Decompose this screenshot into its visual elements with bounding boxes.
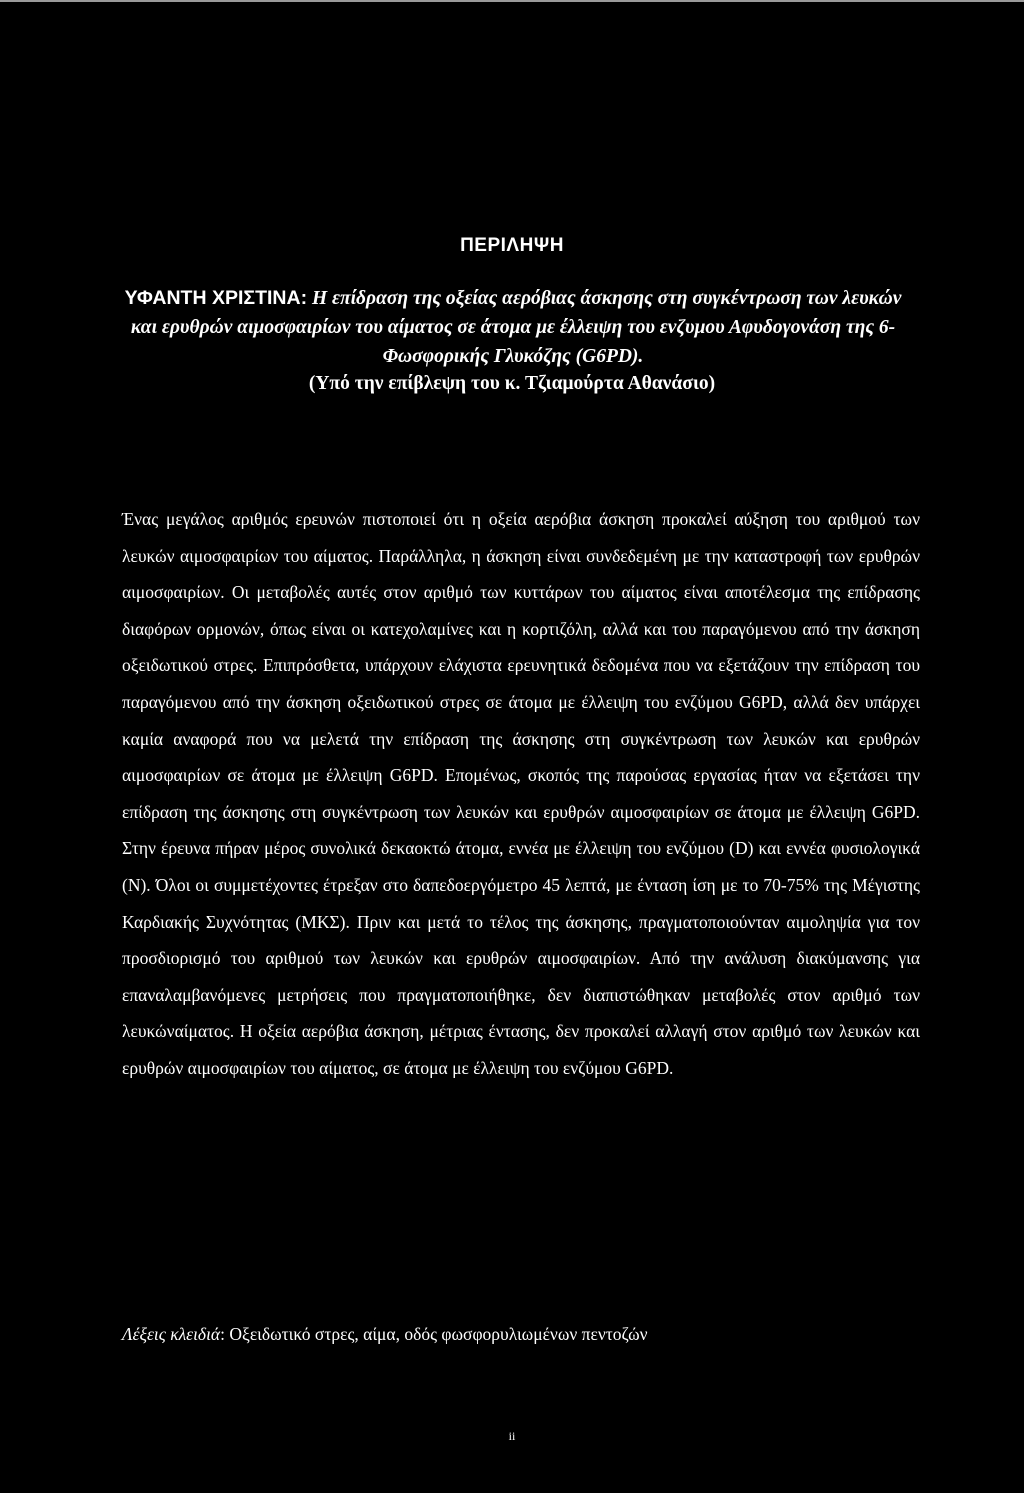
supervision-line: (Υπό την επίβλεψη του κ. Τζιαμούρτα Αθανάσιο) [308,373,716,394]
abstract-heading: ΠΕΡΙΛΗΨΗ [460,235,564,256]
keywords-label: Λέξεις κλειδιά [122,1324,221,1344]
author-name: ΥΦΑΝΤΗ ΧΡΙΣΤΙΝΑ: [124,287,308,309]
thesis-title: Η επίδραση της οξείας αερόβιας άσκησης στη συγκέντρωση των λευκών και ερυθρών αιμοσφαιρίων του αίματος σε άτομα με έλλειψη του ενζυμου Αφυδογονάση της 6-Φωσφορικής Γλυκόζης (G6PD). [130,288,902,367]
abstract-paragraph: Ένας μεγάλος αριθμός ερευνών πιστοποιεί ότι η οξεία αερόβια άσκηση προκαλεί αύξηση του αριθμού των λευκών αιμοσφαιρίων του αίματος. Παράλληλα, η άσκηση είναι συνδεδεμένη με την καταστροφή των ερυθρών αιμοσφαιρίων. Οι μεταβολές αυτές στον αριθμό των κυττάρων του αίματος είναι αποτέλεσμα της επίδρασης διαφόρων ορμονών, όπως είναι οι κατεχολαμίνες και η κορτιζόλη, αλλά και του παραγόμενου από την άσκηση οξειδωτικού στρες. Επιπρόσθετα, υπάρχουν ελάχιστα ερευνητικά δεδομένα που να εξετάζουν την επίδραση του παραγόμενου από την άσκηση οξειδωτικού στρες σε άτομα με έλλειψη του ενζύμου G6PD, αλλά δεν υπάρχει καμία αναφορά που να μελετά την επίδραση της άσκησης στη συγκέντρωση των λευκών και ερυθρών αιμοσφαιρίων σε άτομα με έλλειψη G6PD. Επομένως, σκοπός της παρούσας εργασίας ήταν να εξετάσει την επίδραση της άσκησης στη συγκέντρωση των λευκών και ερυθρών αιμοσφαιρίων σε άτομα με έλλειψη G6PD. Στην έρευνα πήραν μέρος συνολικά δεκαοκτώ άτομα, εννέα με έλλειψη του ενζύμου (D) και εννέα φυσιολογικά (N). Όλοι οι συμμετέχοντες έτρεξαν στο δαπεδοεργόμετρο 45 λεπτά, με ένταση ίση με το 70-75% της Μέγιστης Καρδιακής Συχνότητας (ΜΚΣ). Πριν και μετά το τέλος της άσκησης, πραγματοποιούνταν αιμοληψία για τον προσδιορισμό του αριθμού των λευκών και ερυθρών αιμοσφαιρίων. Από την ανάλυση διακύμανσης για επαναλαμβανόμενες μετρήσεις που πραγματοποιήθηκε, δεν διαπιστώθηκαν μεταβολές στον αριθμό των λευκώναίματος. Η οξεία αερόβια άσκηση, μέτριας έντασης, δεν προκαλεί αλλαγή στον αριθμό των λευκών και ερυθρών αιμοσφαιρίων του αίματος, σε άτομα με έλλειψη του ενζύμου G6PD. [122,509,920,1078]
page-number: ii [508,1429,516,1443]
keywords-list: Οξειδωτικό στρες, αίμα, οδός φωσφορυλιωμένων πεντοζών [225,1324,648,1344]
keywords-line [122,1320,920,1348]
top-border-line [0,0,1024,2]
keywords-separator: : [220,1324,225,1344]
thesis-title-block [110,284,916,371]
